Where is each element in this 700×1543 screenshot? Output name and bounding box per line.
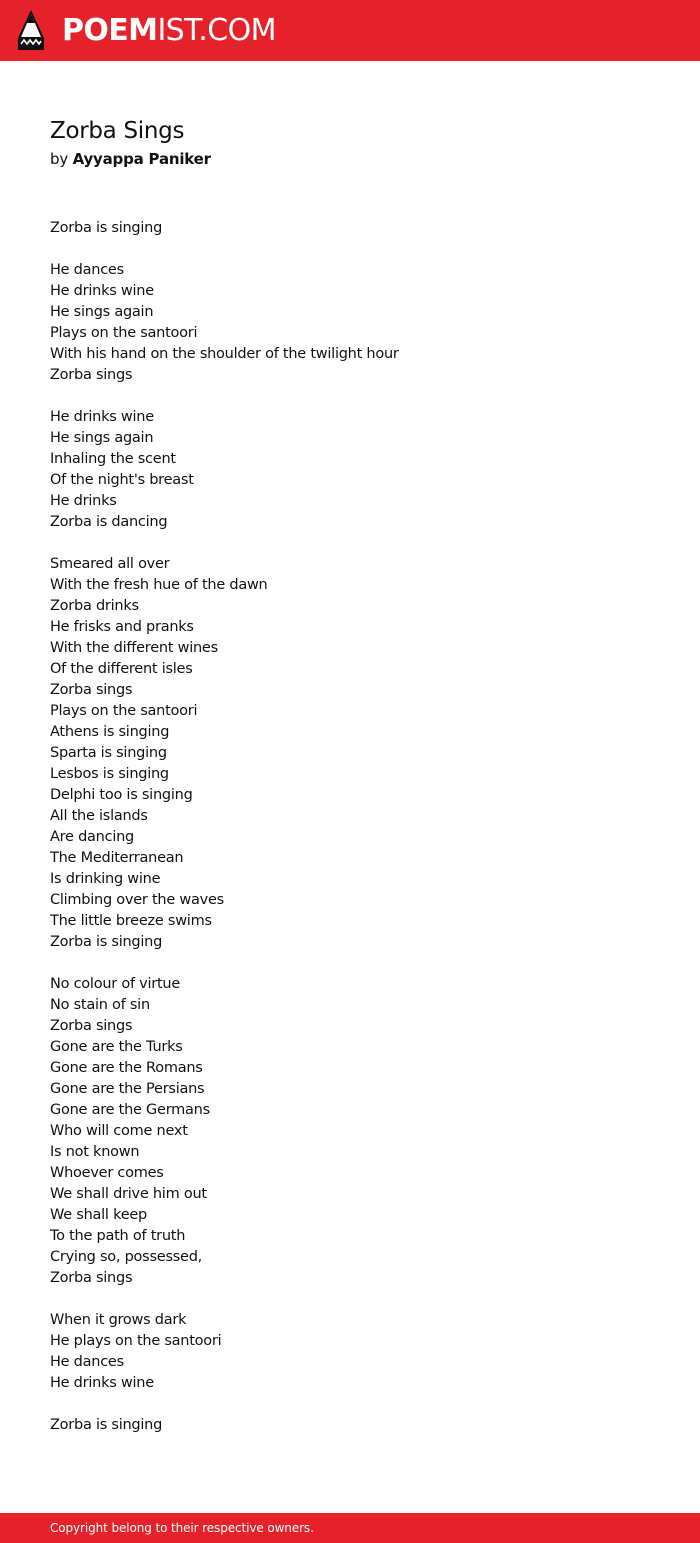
poem-line: He sings again [50, 304, 154, 320]
poem-line: Zorba sings [50, 682, 133, 698]
author-name[interactable]: Ayyappa Paniker [72, 150, 211, 168]
poem-line: Plays on the santoori [50, 325, 198, 341]
poem-line: All the islands [50, 808, 148, 824]
poem-stanza [50, 1310, 650, 1394]
poem-line: Whoever comes [50, 1165, 164, 1181]
poem-stanza [50, 554, 650, 953]
poem-line: He drinks [50, 493, 117, 509]
poem-line: Crying so, possessed, [50, 1249, 203, 1265]
poem-line: Who will come next [50, 1123, 188, 1139]
poem-line: Plays on the santoori [50, 703, 198, 719]
poem-line: He drinks wine [50, 409, 154, 425]
poem-line: Is not known [50, 1144, 140, 1160]
poem-line: No stain of sin [50, 997, 150, 1013]
poem-line: Gone are the Germans [50, 1102, 210, 1118]
poem-line: Climbing over the waves [50, 892, 224, 908]
poem-line: The little breeze swims [50, 913, 212, 929]
poem-line: With the fresh hue of the dawn [50, 577, 268, 593]
poem-line: Of the different isles [50, 661, 193, 677]
poem-line: He drinks wine [50, 283, 154, 299]
poem-line: Zorba drinks [50, 598, 139, 614]
poem-line: Athens is singing [50, 724, 170, 740]
poem-stanza [50, 218, 650, 239]
poem-line: He dances [50, 1354, 124, 1370]
poem-line: Zorba is singing [50, 934, 163, 950]
logo-light-text: IST.COM [157, 13, 276, 48]
poem-line: Are dancing [50, 829, 135, 845]
poem-line: He frisks and pranks [50, 619, 194, 635]
poem-line: He dances [50, 262, 124, 278]
poem-line: Zorba sings [50, 367, 133, 383]
poem-stanza [50, 974, 650, 1289]
poem-line: Inhaling the scent [50, 451, 176, 467]
poem-line: He plays on the santoori [50, 1333, 222, 1349]
poem-line: Zorba sings [50, 1018, 133, 1034]
site-footer [0, 1513, 700, 1543]
poem-line: He drinks wine [50, 1375, 154, 1391]
poem-line: Gone are the Turks [50, 1039, 183, 1055]
poem-line: Delphi too is singing [50, 787, 193, 803]
poem-line: Is drinking wine [50, 871, 161, 887]
poem-line: Gone are the Persians [50, 1081, 205, 1097]
poem-line: Smeared all over [50, 556, 170, 572]
logo-bold-text: POEM [62, 13, 158, 48]
poem-body [50, 218, 650, 1457]
poem-stanza [50, 260, 650, 386]
poem-line: Lesbos is singing [50, 766, 169, 782]
poem-line: With the different wines [50, 640, 218, 656]
site-logo[interactable] [62, 13, 276, 49]
poem-line: No colour of virtue [50, 976, 181, 992]
poem-line: Sparta is singing [50, 745, 167, 761]
by-label: by [50, 150, 68, 168]
poem-line: Zorba is dancing [50, 514, 168, 530]
poem-line: The Mediterranean [50, 850, 184, 866]
byline [50, 148, 211, 170]
poem-line: To the path of truth [50, 1228, 186, 1244]
poem-line: Zorba sings [50, 1270, 133, 1286]
poem-line: We shall keep [50, 1207, 147, 1223]
poem-line: With his hand on the shoulder of the twilight hour [50, 346, 399, 362]
pencil-icon[interactable] [18, 10, 44, 52]
poem-line: Zorba is singing [50, 220, 163, 236]
poem-title: Zorba Sings [50, 118, 185, 144]
copyright-notice: Copyright belong to their respective owners. [50, 1521, 314, 1535]
poem-line: When it grows dark [50, 1312, 187, 1328]
poem-line: Zorba is singing [50, 1417, 163, 1433]
site-header [0, 0, 700, 61]
poem-line: He sings again [50, 430, 154, 446]
poem-line: Gone are the Romans [50, 1060, 203, 1076]
poem-line: We shall drive him out [50, 1186, 207, 1202]
poem-stanza [50, 407, 650, 533]
poem-line: Of the night's breast [50, 472, 194, 488]
poem-stanza [50, 1415, 650, 1436]
